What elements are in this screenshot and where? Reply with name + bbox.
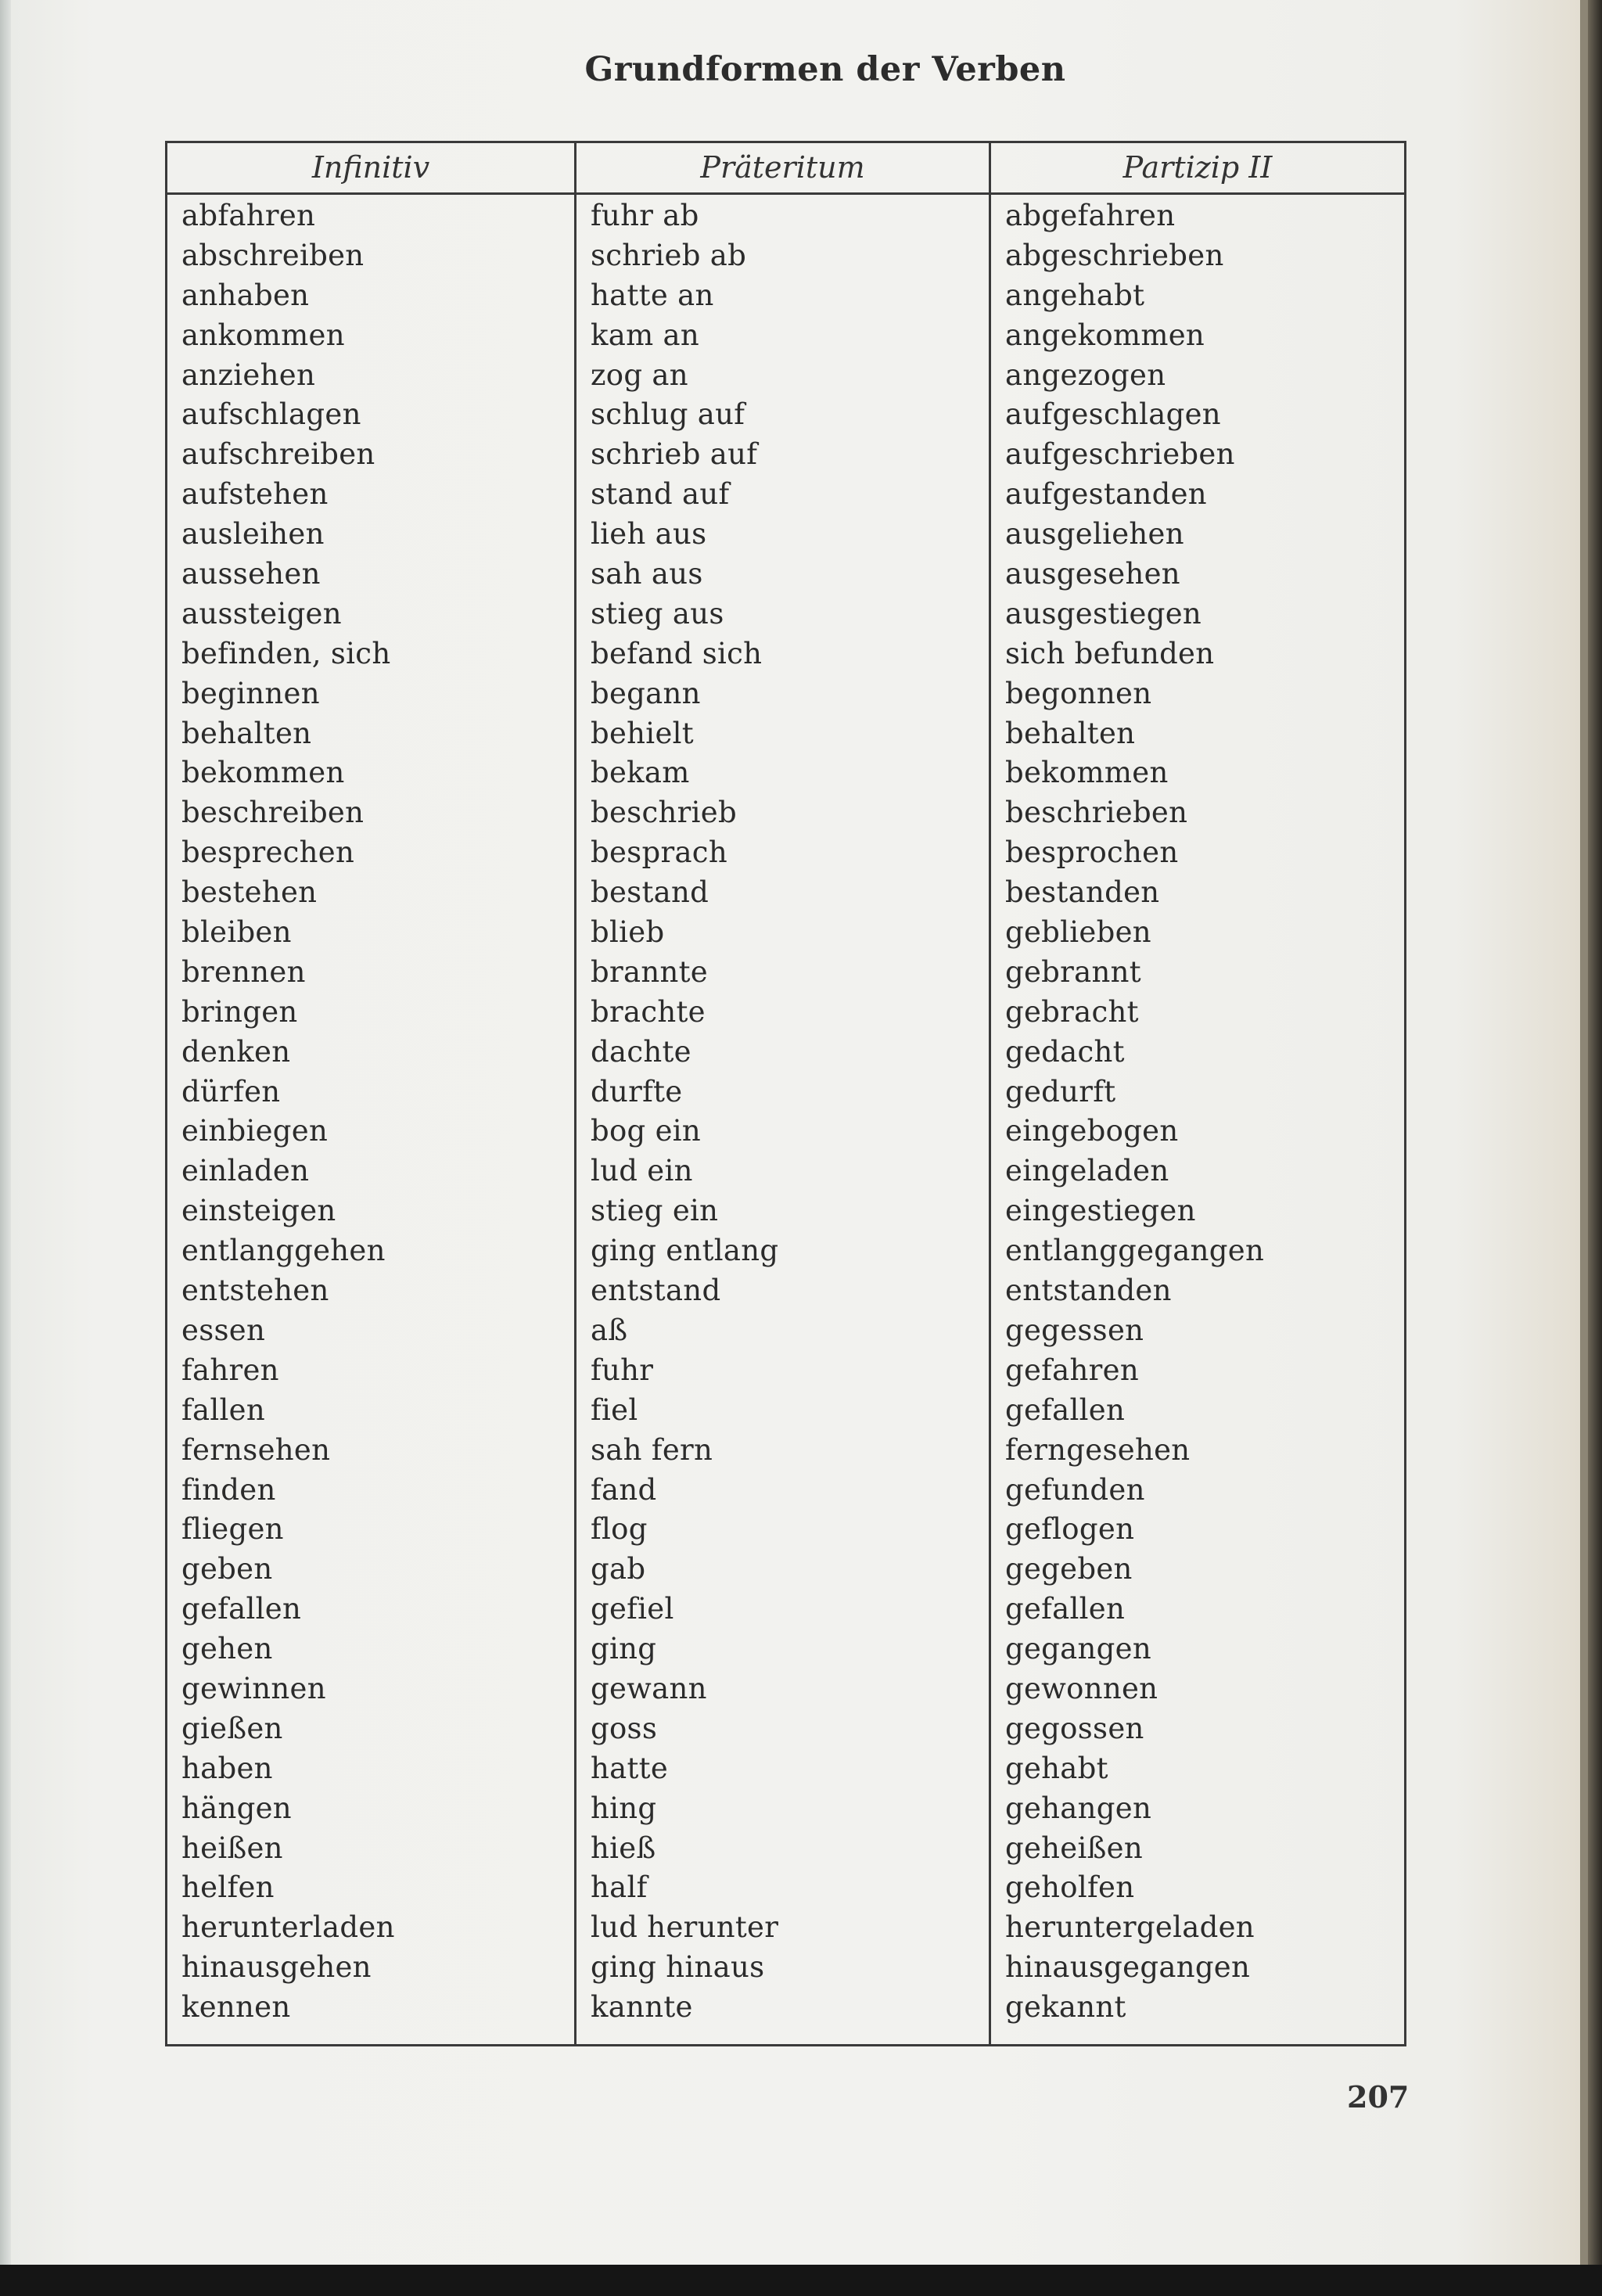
table-cell-infinitiv: fahren [181,1353,279,1387]
table-cell-partizip: geflogen [1005,1512,1135,1547]
table-cell-partizip: gebracht [1005,994,1139,1029]
table-cell-praeteritum: sah aus [591,557,703,591]
table-cell-infinitiv: bleiben [181,915,292,950]
header-divider [167,192,1404,195]
table-cell-praeteritum: kam an [591,318,700,352]
table-cell-praeteritum: hing [591,1791,657,1825]
table-cell-praeteritum: stieg aus [591,596,724,631]
table-cell-partizip: eingebogen [1005,1114,1179,1148]
table-cell-praeteritum: besprach [591,835,727,870]
table-cell-partizip: hinausgegangen [1005,1950,1251,1985]
table-cell-infinitiv: anziehen [181,358,316,392]
table-cell-praeteritum: hatte an [591,278,714,312]
table-cell-praeteritum: flog [591,1512,648,1547]
table-cell-praeteritum: bestand [591,875,709,910]
table-cell-partizip: beschrieben [1005,796,1188,830]
table-cell-praeteritum: durfte [591,1074,683,1108]
table-cell-praeteritum: begann [591,676,701,710]
table-cell-infinitiv: einladen [181,1154,310,1188]
table-cell-infinitiv: aufstehen [181,477,329,512]
table-cell-praeteritum: stand auf [591,477,730,512]
table-cell-praeteritum: gab [591,1552,646,1586]
table-cell-partizip: begonnen [1005,676,1152,710]
table-cell-praeteritum: brannte [591,954,708,989]
table-cell-infinitiv: haben [181,1751,273,1785]
verb-forms-table [165,141,1406,2046]
table-cell-partizip: geheißen [1005,1831,1143,1865]
table-cell-infinitiv: gefallen [181,1592,302,1626]
table-cell-partizip: aufgestanden [1005,477,1207,512]
table-cell-infinitiv: herunterladen [181,1910,395,1945]
table-cell-praeteritum: lieh aus [591,517,707,552]
table-cell-partizip: geblieben [1005,915,1151,950]
page-bottom-shadow [0,2265,1602,2296]
table-cell-infinitiv: kennen [181,1990,291,2025]
column-praeteritum [591,196,778,2028]
page-edge [1588,0,1602,2265]
table-cell-praeteritum: zog an [591,358,688,392]
table-cell-infinitiv: denken [181,1034,291,1069]
table-cell-partizip: gegangen [1005,1632,1151,1666]
table-cell-praeteritum: goss [591,1711,658,1745]
table-cell-partizip: gehabt [1005,1751,1108,1785]
table-cell-infinitiv: bestehen [181,875,318,910]
table-cell-partizip: gewonnen [1005,1671,1158,1705]
table-cell-partizip: besprochen [1005,835,1179,870]
table-cell-infinitiv: hinausgehen [181,1950,372,1985]
table-cell-partizip: abgefahren [1005,199,1176,232]
table-cell-infinitiv: einsteigen [181,1194,336,1228]
table-cell-partizip: angehabt [1005,278,1145,312]
table-cell-partizip: abgeschrieben [1005,238,1224,272]
table-cell-partizip: gegeben [1005,1552,1133,1586]
table-cell-infinitiv: brennen [181,954,306,989]
table-cell-partizip: geholfen [1005,1870,1135,1905]
table-cell-infinitiv: helfen [181,1870,275,1905]
table-cell-praeteritum: stieg ein [591,1194,719,1228]
table-cell-praeteritum: hieß [591,1831,656,1865]
table-cell-infinitiv: einbiegen [181,1114,329,1148]
table-cell-praeteritum: kannte [591,1990,693,2025]
table-cell-partizip: gegossen [1005,1711,1144,1745]
table-cell-praeteritum: schrieb ab [591,238,747,272]
table-cell-praeteritum: dachte [591,1034,691,1069]
table-cell-partizip: gebrannt [1005,954,1141,989]
table-cell-partizip: sich befunden [1005,636,1215,670]
table-cell-infinitiv: fallen [181,1392,265,1427]
page-title: Grundformen der Verben [584,50,1066,89]
table-cell-infinitiv: anhaben [181,278,310,312]
table-cell-praeteritum: blieb [591,915,665,950]
header-partizip: Partizip II [1122,150,1273,185]
table-cell-infinitiv: ausleihen [181,517,325,552]
table-cell-praeteritum: bog ein [591,1114,702,1148]
table-cell-infinitiv: entstehen [181,1274,329,1308]
table-cell-infinitiv: beschreiben [181,796,365,830]
table-cell-partizip: behalten [1005,716,1136,750]
table-cell-infinitiv: gehen [181,1632,273,1666]
table-cell-infinitiv: heißen [181,1831,283,1865]
table-cell-infinitiv: fliegen [181,1512,284,1547]
table-cell-infinitiv: essen [181,1313,266,1347]
table-cell-partizip: ausgestiegen [1005,596,1202,631]
table-cell-infinitiv: aussehen [181,557,321,591]
table-cell-partizip: gedurft [1005,1074,1116,1108]
table-cell-partizip: aufgeschlagen [1005,397,1221,432]
table-cell-praeteritum: half [591,1870,648,1905]
table-cell-praeteritum: fuhr ab [591,199,699,232]
header-praeteritum: Präteritum [700,150,865,185]
table-cell-infinitiv: abschreiben [181,238,365,272]
table-cell-praeteritum: schrieb auf [591,437,758,472]
table-cell-infinitiv: finden [181,1472,276,1507]
table-cell-praeteritum: bekam [591,756,690,790]
table-cell-praeteritum: aß [591,1313,628,1347]
table-cell-praeteritum: brachte [591,994,706,1029]
table-cell-partizip: ausgesehen [1005,557,1180,591]
column-partizip [1005,196,1264,2028]
page-spine-shadow [0,0,11,2265]
table-cell-praeteritum: fiel [591,1392,638,1427]
table-cell-partizip: entstanden [1005,1274,1172,1308]
table-cell-praeteritum: fuhr [591,1353,654,1387]
column-divider [989,143,991,2044]
table-cell-infinitiv: befinden, sich [181,636,391,670]
table-cell-partizip: angezogen [1005,358,1166,392]
table-cell-partizip: gefahren [1005,1353,1139,1387]
table-cell-infinitiv: bekommen [181,756,345,790]
table-cell-partizip: gegessen [1005,1313,1144,1347]
page-number: 207 [1347,2079,1410,2115]
table-cell-infinitiv: dürfen [181,1074,281,1108]
table-cell-partizip: aufgeschrieben [1005,437,1235,472]
table-cell-partizip: ausgeliehen [1005,517,1184,552]
table-cell-infinitiv: gewinnen [181,1671,326,1705]
table-cell-infinitiv: gießen [181,1711,283,1745]
table-cell-partizip: eingestiegen [1005,1194,1196,1228]
table-cell-infinitiv: aufschlagen [181,397,361,432]
table-cell-partizip: gekannt [1005,1990,1126,2025]
table-cell-infinitiv: hängen [181,1791,292,1825]
table-cell-infinitiv: aufschreiben [181,437,375,472]
table-cell-praeteritum: hatte [591,1751,669,1785]
column-divider [574,143,577,2044]
table-cell-praeteritum: fand [591,1472,657,1507]
table-cell-praeteritum: befand sich [591,636,763,670]
table-cell-partizip: angekommen [1005,318,1205,352]
table-cell-praeteritum: lud ein [591,1154,693,1188]
table-cell-praeteritum: schlug auf [591,397,745,432]
table-cell-infinitiv: geben [181,1552,273,1586]
table-cell-partizip: bekommen [1005,756,1169,790]
table-cell-infinitiv: abfahren [181,199,316,232]
table-cell-praeteritum: ging entlang [591,1234,779,1268]
table-cell-praeteritum: entstand [591,1274,721,1308]
table-cell-praeteritum: behielt [591,716,694,750]
header-infinitiv: Infinitiv [311,150,430,185]
table-cell-partizip: gefallen [1005,1392,1126,1427]
table-cell-infinitiv: behalten [181,716,312,750]
table-cell-partizip: gefallen [1005,1592,1126,1626]
table-cell-praeteritum: lud herunter [591,1910,779,1945]
table-cell-partizip: heruntergeladen [1005,1910,1255,1945]
table-cell-infinitiv: fernsehen [181,1432,331,1467]
table-cell-praeteritum: gefiel [591,1592,674,1626]
table-cell-infinitiv: ankommen [181,318,345,352]
table-cell-partizip: gedacht [1005,1034,1125,1069]
table-cell-infinitiv: bringen [181,994,298,1029]
table-cell-partizip: gehangen [1005,1791,1152,1825]
table-cell-partizip: bestanden [1005,875,1160,910]
table-cell-infinitiv: entlanggehen [181,1234,386,1268]
table-cell-praeteritum: gewann [591,1671,707,1705]
table-cell-praeteritum: ging hinaus [591,1950,765,1985]
table-cell-partizip: entlanggegangen [1005,1234,1265,1268]
table-cell-infinitiv: besprechen [181,835,355,870]
table-cell-praeteritum: beschrieb [591,796,737,830]
table-cell-partizip: gefunden [1005,1472,1145,1507]
column-infinitiv [181,196,395,2028]
table-cell-infinitiv: aussteigen [181,596,342,631]
table-cell-partizip: ferngesehen [1005,1432,1191,1467]
table-cell-partizip: eingeladen [1005,1154,1169,1188]
table-cell-praeteritum: sah fern [591,1432,713,1467]
table-cell-infinitiv: beginnen [181,676,320,710]
table-cell-praeteritum: ging [591,1632,657,1666]
